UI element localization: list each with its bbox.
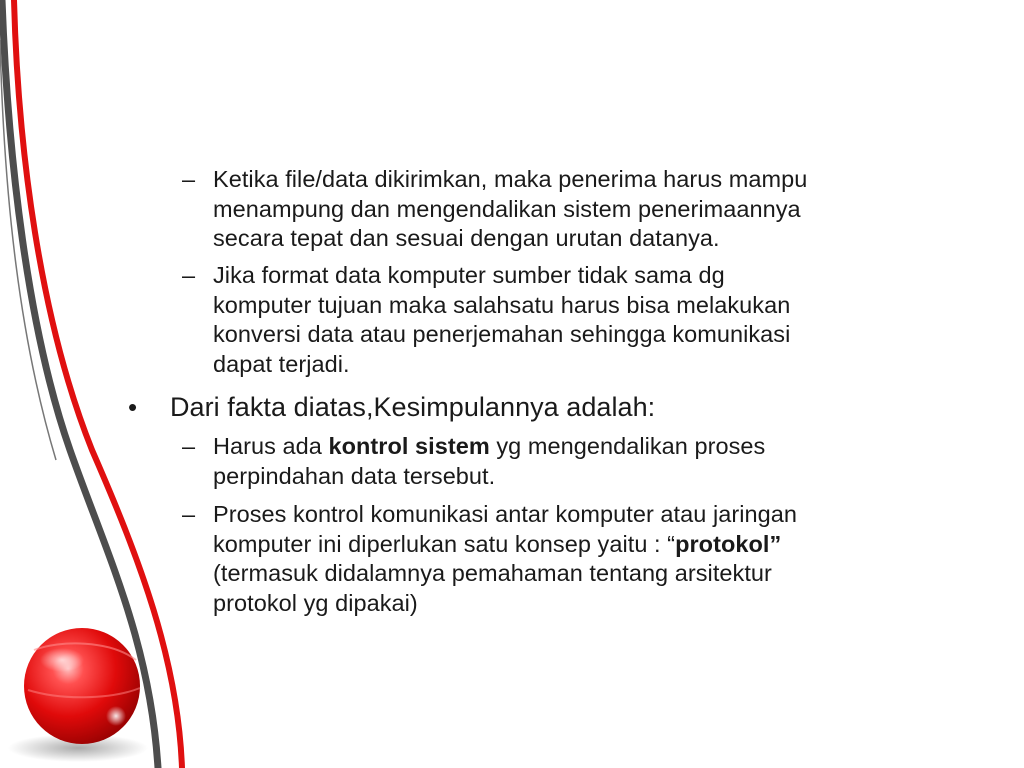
sub-point-3-text: Harus ada kontrol sistem yg mengendalikan proses perpindahan data tersebut. (213, 433, 766, 489)
dash-marker: – (182, 166, 196, 192)
dash-marker: – (182, 433, 196, 459)
dash-marker: – (182, 262, 196, 288)
sub-point-2-text: Jika format data komputer sumber tidak sama dg komputer tujuan maka salahsatu harus bisa melakukan konversi data atau penerjemahan sehingga komunikasi dapat terjadi. (213, 262, 791, 377)
emphasis-protokol: protokol” (675, 530, 782, 557)
sub-point-4-text: Proses kontrol komunikasi antar komputer atau jaringan komputer ini diperlukan satu konsep yaitu : “protokol” (termasuk didalamnya pemahaman tentang arsitektur protokol yg dipakai) (213, 501, 797, 616)
sub-point-1-text: Ketika file/data dikirimkan, maka penerima harus mampu menampung dan mengendalikan sistem penerimaannya secara tepat dan sesuai dengan urutan datanya. (213, 166, 808, 251)
bullet-point-text: Dari fakta diatas,Kesimpulannya adalah: (170, 392, 656, 422)
bullet-marker: • (128, 392, 138, 422)
dash-marker: – (182, 501, 196, 527)
emphasis-kontrol-sistem: kontrol sistem (328, 433, 490, 459)
